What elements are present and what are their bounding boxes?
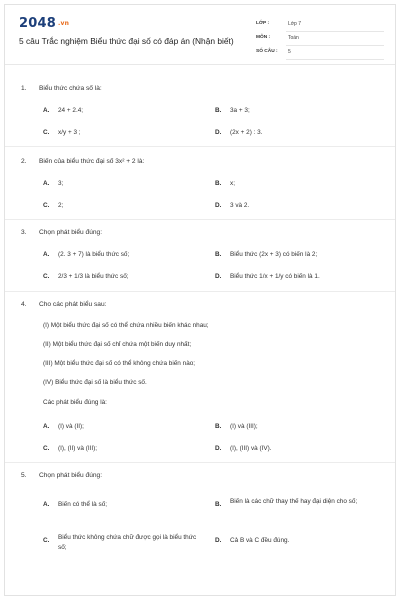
meta-value: Toán: [288, 35, 299, 41]
worksheet-meta: [256, 19, 384, 61]
meta-value: Lớp 7: [288, 21, 302, 27]
meta-label: LỚP :: [256, 21, 270, 26]
worksheet-page: 2048 .vn 5 câu Trắc nghiệm Biểu thức đại số có đáp án (Nhận biết) LỚP : Lớp 7 MÔN : Toán SỐ CÂU : 5 1. Biểu thức chứa số là: A. 24 + 2.4; B. 3a + 3; C. x/y + 3 ; D. (2x + 2) : 3. 2. Biến của biểu thức đại số 3x² + 2 là: A. 3; B. x; C. 2; D. 3 và 2. 3. Chọn phát biểu đúng: A. (2. 3 + 7) là biểu thức số; B. Biểu thức (2x + 3) có biến là 2; C. 2/3 + 1/3 là biểu thức số; D. Biểu thức 1/x + 1/y có biến là 1. 4. Cho các phát biểu sau: (I) Một biểu thức đại số có thể chứa nhiều biến khác nhau; (II) Một biểu thức đại số chỉ chứa một biến duy nhất; (III) Một biểu thức đại số có thể không chứa biến nào; (IV) Biểu thức đại số là biểu thức số. Các phát biểu đúng là: A. (I) và (II); B. (I) và (III); C. (I), (II) và (III); D. (I), (III) và (IV). 5. Chọn phát biểu đúng: A. Biến có thể là số; B. Biến là các chữ thay thế hay đại diện cho số; C. Biểu thức không chứa chữ được gọi là biểu thức số; D. Cả B và C đều đúng.: [4, 4, 396, 596]
meta-label: SỐ CÂU :: [256, 49, 278, 54]
meta-row-subject: [256, 33, 384, 47]
meta-underline: [286, 31, 384, 32]
question-prompt: Các phát biểu đúng là:: [43, 399, 107, 406]
site-logo[interactable]: 2048 .vn: [19, 16, 70, 31]
question-text: Chọn phát biểu đúng:: [39, 229, 103, 236]
question-number: 4.: [21, 301, 27, 308]
meta-underline: [286, 59, 384, 60]
statement-item: (III) Một biểu thức đại số có thể không chứa biến nào;: [43, 360, 196, 367]
question-number: 1.: [21, 85, 27, 92]
meta-row-count: [256, 47, 384, 61]
meta-row-class: [256, 19, 384, 33]
question-number: 2.: [21, 158, 27, 165]
question-divider: [5, 462, 395, 463]
question-text: Biến của biểu thức đại số 3x² + 2 là:: [39, 158, 145, 165]
statement-item: (IV) Biểu thức đại số là biểu thức số.: [43, 379, 147, 386]
statement-item: (I) Một biểu thức đại số có thể chứa nhiều biến khác nhau;: [43, 322, 209, 329]
question-number: 5.: [21, 472, 27, 479]
meta-value: 5: [288, 49, 291, 55]
question-text: Biểu thức chứa số là:: [39, 85, 102, 92]
statement-item: (II) Một biểu thức đại số chỉ chứa một biến duy nhất;: [43, 341, 192, 348]
question-text: Chọn phát biểu đúng:: [39, 472, 103, 479]
question-text: Cho các phát biểu sau:: [39, 301, 107, 308]
question-number: 3.: [21, 229, 27, 236]
question-divider: [5, 291, 395, 292]
question-divider: [5, 146, 395, 147]
page-title: 5 câu Trắc nghiệm Biểu thức đại số có đáp án (Nhận biết): [19, 36, 234, 46]
question-divider: [5, 219, 395, 220]
meta-underline: [286, 45, 384, 46]
worksheet-header: [5, 5, 395, 65]
meta-label: MÔN :: [256, 35, 271, 40]
